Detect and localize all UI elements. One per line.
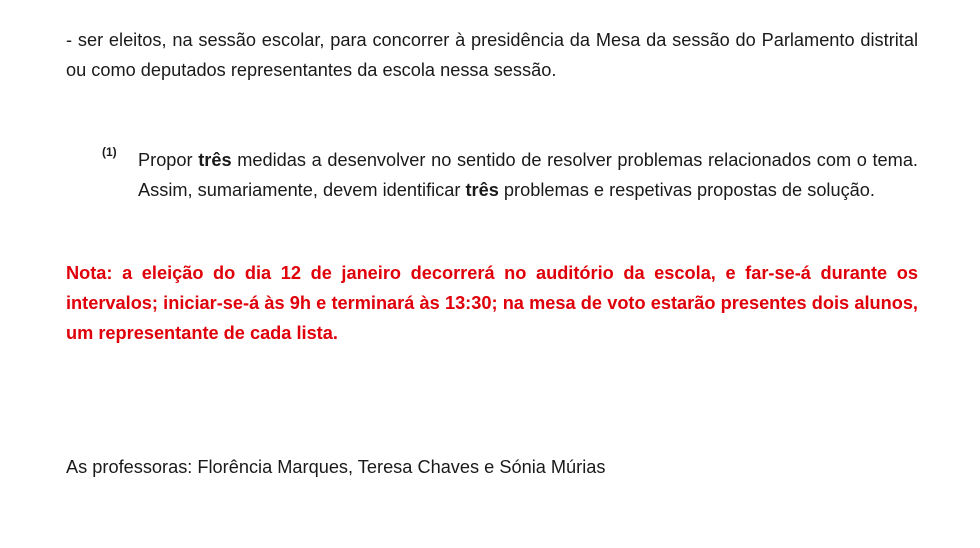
footnote-bold-tres-2: três: [465, 180, 499, 200]
signature-line: [66, 452, 918, 482]
intro-paragraph: [66, 25, 918, 85]
footnote-marker: (1): [102, 145, 117, 159]
footnote-paragraph: [138, 145, 918, 205]
footnote-text-part2: medidas a desenvolver no sentido de resolver problemas relacionados com o tema. Assim, sumariamente, devem identificar: [138, 150, 918, 200]
footnote-text-part3: problemas e respetivas propostas de solução.: [498, 180, 875, 200]
intro-text: - ser eleitos, na sessão escolar, para concorrer à presidência da Mesa da sessão do Parlamento distrital ou como deputados representantes da escola nessa sessão.: [66, 30, 918, 80]
signature-text: As professoras: Florência Marques, Teresa Chaves e Sónia Múrias: [66, 457, 606, 477]
footnote-bold-tres-1: três: [198, 150, 232, 170]
note-paragraph: [66, 258, 918, 348]
footnote-text-part1: Propor: [138, 150, 199, 170]
note-text: Nota: a eleição do dia 12 de janeiro decorrerá no auditório da escola, e far-se-á durante os intervalos; iniciar-se-á às 9h e terminará às 13:30; na mesa de voto estarão presentes dois alunos, um representante de cada lista.: [66, 263, 918, 343]
